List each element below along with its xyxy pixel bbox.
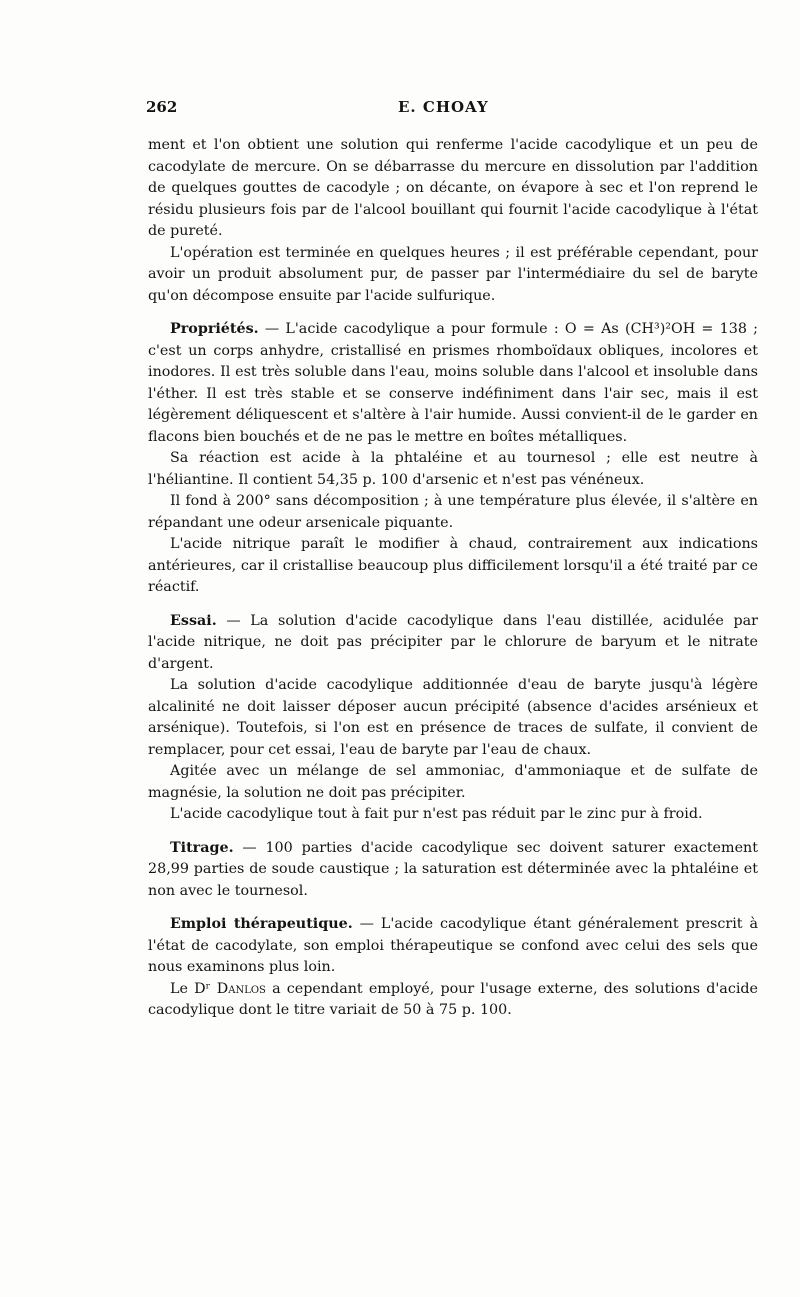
paragraph: Agitée avec un mélange de sel ammoniac, d'ammoniaque et de sulfate de magnésie, la solution ne doit pas précipiter. bbox=[148, 763, 758, 801]
paragraph: Il fond à 200° sans décomposition ; à une température plus élevée, il s'altère en répandant une odeur arsenicale piquante. bbox=[148, 493, 758, 531]
section-properties: Propriétés. — L'acide cacodylique a pour formule : O = As (CH³)²OH = 138 ; c'est un corps anhydre, cristallisé en prismes rhomboïdaux obliques, incolores et inodores. Il est très soluble dans l'eau, moins soluble dans l'alcool et insoluble dans l'éther. Il est très stable et se conserve indéfiniment dans l'air sec, mais il est légèrement déliquescent et s'altère à l'air humide. Aussi convient-il de le garder en flacons bien bouchés et de ne pas le mettre en boîtes métalliques. bbox=[148, 321, 758, 445]
paragraph: Sa réaction est acide à la phtaléine et au tournesol ; elle est neutre à l'héliantine. Il contient 54,35 p. 100 d'arsenic et n'est pas vénéneux. bbox=[148, 450, 758, 488]
section-heading: Titrage. bbox=[170, 839, 234, 856]
paragraph: ment et l'on obtient une solution qui renferme l'acide cacodylique et un peu de cacodylate de mercure. On se débarrasse du mercure en dissolution par l'addition de quelques gouttes de cacodyle ; on décante, on évapore à sec et l'on reprend le résidu plusieurs fois par de l'alcool bouillant qui fournit l'acide cacodylique à l'état de pureté. bbox=[148, 137, 758, 239]
running-head: E. CHOAY bbox=[398, 98, 489, 116]
section-titrage: Titrage. — 100 parties d'acide cacodylique sec doivent saturer exactement 28,99 parties de soude caustique ; la saturation est déterminée avec la phtaléine et non avec le tournesol. bbox=[148, 839, 758, 899]
section-heading: Emploi thérapeutique. bbox=[170, 916, 353, 932]
author-name: Danlos bbox=[216, 980, 266, 997]
title-abbrev: Dʳ bbox=[194, 980, 211, 997]
page-number: 262 bbox=[146, 98, 178, 116]
section-heading: Essai. bbox=[170, 612, 217, 629]
body-text bbox=[148, 135, 758, 1022]
paragraph: L'acide cacodylique tout à fait pur n'est pas réduit par le zinc pur à froid. bbox=[170, 806, 703, 822]
paragraph: La solution d'acide cacodylique additionnée d'eau de baryte jusqu'à légère alcalinité ne doit laisser déposer aucun précipité (absence d'acides arsénieux et arsénique). Toutefois, si l'on est en présence de traces de sulfate, il convient de remplacer, pour cet essai, l'eau de baryte par l'eau de chaux. bbox=[148, 677, 758, 758]
section-essai: Essai. — La solution d'acide cacodylique dans l'eau distillée, acidulée par l'acide nitrique, ne doit pas précipiter par le chlorure de baryum et le nitrate d'argent. bbox=[148, 612, 758, 672]
section-emploi: Emploi thérapeutique. — L'acide cacodylique étant généralement prescrit à l'état de cacodylate, son emploi thérapeutique se confond avec celui des sels que nous examinons plus loin. bbox=[148, 916, 758, 975]
paragraph: L'acide nitrique paraît le modifier à chaud, contrairement aux indications antérieures, car il cristallise beaucoup plus difficilement lorsqu'il a été traité par ce réactif. bbox=[148, 536, 758, 595]
paragraph: L'opération est terminée en quelques heures ; il est préférable cependant, pour avoir un produit absolument pur, de passer par l'intermédiaire du sel de baryte qu'on décompose ensuite par l'acide sulfurique. bbox=[148, 244, 758, 304]
section-heading: Propriétés. bbox=[170, 321, 259, 337]
paragraph: Le Dʳ Danlos a cependant employé, pour l'usage externe, des solutions d'acide cacodylique dont le titre variait de 50 à 75 p. 100. bbox=[148, 980, 759, 1018]
